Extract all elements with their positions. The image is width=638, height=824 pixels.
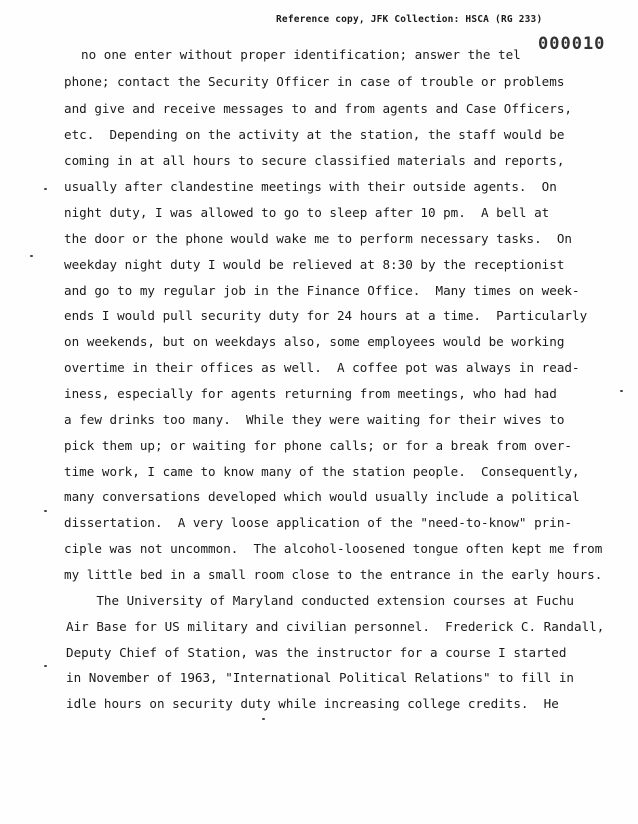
scan-speck [44,188,47,190]
scan-speck [30,255,33,257]
text-line: phone; contact the Security Officer in case of trouble or problems [64,74,565,89]
reference-header: Reference copy, JFK Collection: HSCA (RG 233) [276,14,543,25]
text-line: idle hours on security duty while increasing college credits. He [66,696,559,711]
text-line: overtime in their offices as well. A coffee pot was always in read- [64,360,580,375]
text-line: usually after clandestine meetings with their outside agents. On [64,179,557,194]
text-line: and give and receive messages to and from agents and Case Officers, [64,101,572,116]
document-number: 000010 [538,34,606,54]
text-line: dissertation. A very loose application of the "need-to-know" prin- [64,515,572,530]
text-line: weekday night duty I would be relieved at 8:30 by the receptionist [64,257,565,272]
text-line: night duty, I was allowed to go to sleep after 10 pm. A bell at [64,205,550,220]
scan-speck [44,665,47,667]
text-line: etc. Depending on the activity at the station, the staff would be [64,127,565,142]
text-line: and go to my regular job in the Finance Office. Many times on week- [64,283,580,298]
text-line: on weekends, but on weekdays also, some employees would be working [64,334,565,349]
scan-speck [44,510,47,512]
text-line: my little bed in a small room close to the entrance in the early hours. [64,567,603,582]
text-line: no one enter without proper identification; answer the tel [81,47,521,62]
text-line: in November of 1963, "International Political Relations" to fill in [66,670,574,685]
text-line: ciple was not uncommon. The alcohol-loosened tongue often kept me from [64,541,603,556]
text-line: The University of Maryland conducted extension courses at Fuchu [66,593,574,608]
text-line: pick them up; or waiting for phone calls; or for a break from over- [64,438,572,453]
text-line: time work, I came to know many of the station people. Consequently, [64,464,580,479]
text-line: iness, especially for agents returning from meetings, who had had [64,386,557,401]
text-line: the door or the phone would wake me to perform necessary tasks. On [64,231,572,246]
text-line: ends I would pull security duty for 24 hours at a time. Particularly [64,308,588,323]
text-line: coming in at all hours to secure classified materials and reports, [64,153,565,168]
text-line: many conversations developed which would usually include a political [64,489,580,504]
scan-speck [620,390,623,392]
text-line: a few drinks too many. While they were waiting for their wives to [64,412,565,427]
text-line: Deputy Chief of Station, was the instructor for a course I started [66,645,567,660]
scan-speck [262,718,265,720]
text-line: Air Base for US military and civilian personnel. Frederick C. Randall, [66,619,605,634]
